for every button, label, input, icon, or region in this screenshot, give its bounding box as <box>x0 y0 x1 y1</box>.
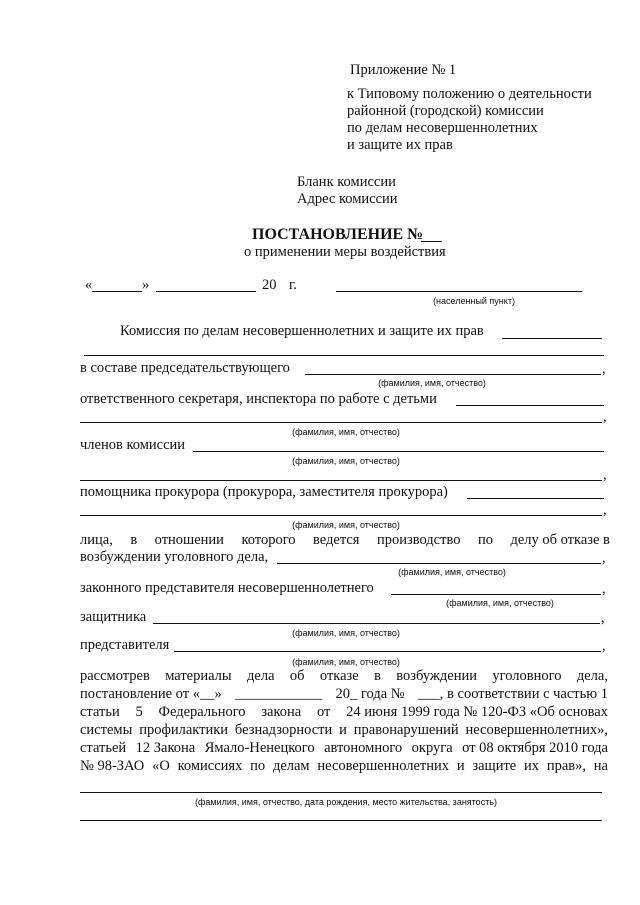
person-line <box>277 563 601 564</box>
secretary-comma: , <box>603 409 607 425</box>
prosecutor-line <box>467 498 604 499</box>
final-line-2 <box>80 820 602 821</box>
document-subtitle: о применении меры воздействия <box>244 244 446 260</box>
blank-address-label: Адрес комиссии <box>297 191 398 207</box>
paragraph-line-3: статьи 5 Федерального закона от 24 июня 1999 года № 120-ФЗ «Об основах <box>80 704 608 720</box>
members-caption: (фамилия, имя, отчество) <box>292 456 400 466</box>
chair-line <box>305 374 601 375</box>
date-close-quote: » <box>142 277 150 293</box>
blank-form-label: Бланк комиссии <box>297 174 396 190</box>
members-line <box>193 451 604 452</box>
paragraph-line-5: статьей 12 Закона Ямало-Ненецкого автономного округа от 08 октября 2010 года <box>80 740 608 756</box>
representative-comma: , <box>602 638 606 654</box>
chair-caption: (фамилия, имя, отчество) <box>378 378 486 388</box>
final-line-1 <box>80 792 602 793</box>
place-line <box>336 291 582 292</box>
appendix-line-1: к Типовому положению о деятельности <box>347 86 592 102</box>
appendix-line-4: и защите их прав <box>347 137 453 153</box>
paragraph-line-1: рассмотрев материалы дела об отказе в возбуждении уголовного дела, <box>80 668 608 684</box>
defender-label: защитника <box>80 609 147 625</box>
commission-intro: Комиссия по делам несовершеннолетних и защите их прав <box>120 323 484 339</box>
commission-line <box>502 338 602 339</box>
legal-rep-label: законного представителя несовершеннолетнего <box>80 580 374 596</box>
date-open-quote: « <box>85 277 93 293</box>
prosecutor-caption: (фамилия, имя, отчество) <box>292 520 400 530</box>
members-label: членов комиссии <box>80 437 186 453</box>
person-line-2: возбуждении уголовного дела, <box>80 549 269 565</box>
chair-label: в составе председательствующего <box>80 360 290 376</box>
defender-comma: , <box>601 610 605 626</box>
title-number-line <box>421 241 442 242</box>
date-day-line <box>92 291 142 292</box>
paragraph-line-4: системы профилактики безнадзорности и правонарушений несовершеннолетних», <box>80 722 608 738</box>
members-comma: , <box>603 467 607 483</box>
final-caption: (фамилия, имя, отчество, дата рождения, место жительства, занятость) <box>195 797 497 807</box>
person-line-1: лица, в отношении которого ведется производство по делу об отказе в <box>80 532 610 548</box>
date-year-suffix: г. <box>289 277 297 293</box>
place-caption: (населенный пункт) <box>433 296 515 306</box>
representative-line <box>174 651 601 652</box>
appendix-number: Приложение № 1 <box>350 62 457 78</box>
members-line-2 <box>80 480 602 481</box>
date-year: 20 <box>262 277 277 293</box>
defender-caption: (фамилия, имя, отчество) <box>292 628 400 638</box>
prosecutor-comma: , <box>603 502 607 518</box>
prosecutor-label: помощника прокурора (прокурора, заместителя прокурора) <box>80 484 448 500</box>
paragraph-line-6: № 98-ЗАО «О комиссиях по делам несовершеннолетних и защите их прав», на <box>80 758 608 774</box>
person-comma: , <box>602 550 606 566</box>
date-month-line <box>156 291 256 292</box>
secretary-line <box>456 405 604 406</box>
representative-label: представителя <box>80 637 170 653</box>
prosecutor-line-2 <box>80 515 602 516</box>
secretary-line-2 <box>80 422 602 423</box>
commission-line-2 <box>84 355 604 356</box>
legal-rep-caption: (фамилия, имя, отчество) <box>446 598 554 608</box>
secretary-caption: (фамилия, имя, отчество) <box>292 427 400 437</box>
defender-line <box>153 623 600 624</box>
document-title: ПОСТАНОВЛЕНИЕ № <box>252 226 424 243</box>
person-caption: (фамилия, имя, отчество) <box>398 567 506 577</box>
secretary-label: ответственного секретаря, инспектора по работе с детьми <box>80 391 437 407</box>
legal-rep-comma: , <box>602 581 606 597</box>
appendix-line-2: районной (городской) комиссии <box>347 103 544 119</box>
paragraph-line-2: постановление от «__» ____________ 20_ года № ___, в соответствии с частью 1 <box>80 686 608 702</box>
appendix-line-3: по делам несовершеннолетних <box>347 120 538 136</box>
chair-comma: , <box>602 361 606 377</box>
legal-rep-line <box>391 594 601 595</box>
representative-caption: (фамилия, имя, отчество) <box>292 657 400 667</box>
